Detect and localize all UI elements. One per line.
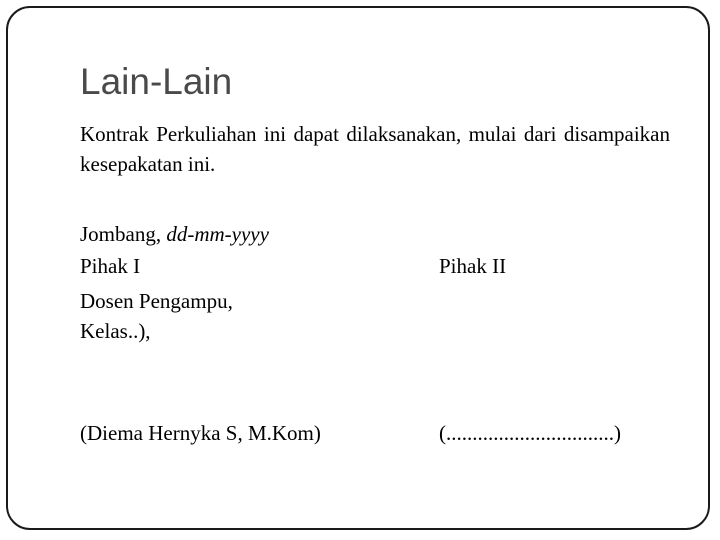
party1-role-line1: Dosen Pengampu, (80, 289, 233, 313)
party2-name: (................................) (439, 421, 621, 445)
party2-label: Pihak II (439, 254, 507, 278)
slide-title: Lain-Lain (80, 61, 233, 102)
place-date-line (80, 219, 269, 249)
date-placeholder: dd-mm-yyyy (166, 222, 269, 246)
party1-label: Pihak I (80, 254, 141, 278)
party1-role-line2: Kelas..), (80, 319, 151, 343)
place-text: Jombang, (80, 222, 167, 246)
agreement-paragraph: Kontrak Perkuliahan ini dapat dilaksanakan, mulai dari disampaikan kesepakatan ini. (80, 122, 670, 176)
party1-name: (Diema Hernyka S, M.Kom) (80, 421, 321, 445)
